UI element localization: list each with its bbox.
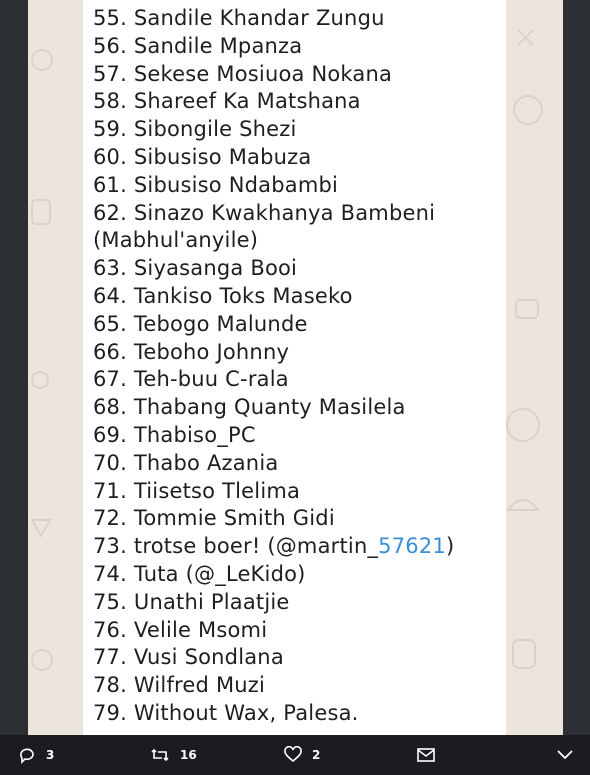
reply-count: 3 xyxy=(46,748,55,762)
phone-link[interactable]: 57621 xyxy=(378,534,446,559)
list-item: 70. Thabo Azania xyxy=(93,450,279,475)
like-count: 2 xyxy=(312,748,321,762)
list-item: 74. Tuta (@_LeKido) xyxy=(93,561,306,586)
list-item: 73. trotse boer! (@martin_57621) xyxy=(93,534,455,559)
direct-message-button[interactable] xyxy=(417,735,435,775)
retweet-count: 16 xyxy=(180,748,197,762)
name-list xyxy=(93,5,503,728)
list-item: 64. Tankiso Toks Maseko xyxy=(93,283,353,308)
list-item: 60. Sibusiso Mabuza xyxy=(93,144,312,169)
list-item: 56. Sandile Mpanza xyxy=(93,33,303,58)
message-bubble xyxy=(83,0,506,735)
like-button[interactable] xyxy=(284,735,320,775)
list-item: 58. Shareef Ka Matshana xyxy=(93,89,361,114)
reply-icon xyxy=(18,746,36,764)
list-item: 68. Thabang Quanty Masilela xyxy=(93,395,406,420)
list-item: 59. Sibongile Shezi xyxy=(93,117,297,142)
list-item: 77. Vusi Sondlana xyxy=(93,645,284,670)
list-item: 62. Sinazo Kwakhanya Bambeni xyxy=(93,200,436,225)
reply-button[interactable] xyxy=(18,735,54,775)
list-item: 66. Teboho Johnny xyxy=(93,339,290,364)
list-item: 72. Tommie Smith Gidi xyxy=(93,506,335,531)
envelope-icon xyxy=(417,747,435,763)
heart-icon xyxy=(284,746,302,764)
more-menu-button[interactable] xyxy=(556,735,574,775)
list-item: 79. Without Wax, Palesa. xyxy=(93,700,359,725)
list-item: 71. Tiisetso Tlelima xyxy=(93,478,301,503)
list-item: 57. Sekese Mosiuoa Nokana xyxy=(93,61,393,86)
list-item: 69. Thabiso_PC xyxy=(93,422,256,447)
list-item: 65. Tebogo Malunde xyxy=(93,311,308,336)
list-item: 78. Wilfred Muzi xyxy=(93,673,266,698)
list-item: 76. Velile Msomi xyxy=(93,617,268,642)
list-item-continuation: (Mabhul'anyile) xyxy=(93,228,259,253)
chevron-down-icon xyxy=(556,749,574,761)
list-item: 63. Siyasanga Booi xyxy=(93,256,298,281)
list-item: 61. Sibusiso Ndabambi xyxy=(93,172,339,197)
retweet-button[interactable] xyxy=(150,735,197,775)
list-item: 55. Sandile Khandar Zungu xyxy=(93,6,385,30)
tweet-action-bar xyxy=(0,735,590,775)
list-item: 67. Teh-buu C-rala xyxy=(93,367,289,392)
list-item: 75. Unathi Plaatjie xyxy=(93,589,290,614)
retweet-icon xyxy=(150,746,170,764)
chat-wallpaper xyxy=(28,0,563,735)
